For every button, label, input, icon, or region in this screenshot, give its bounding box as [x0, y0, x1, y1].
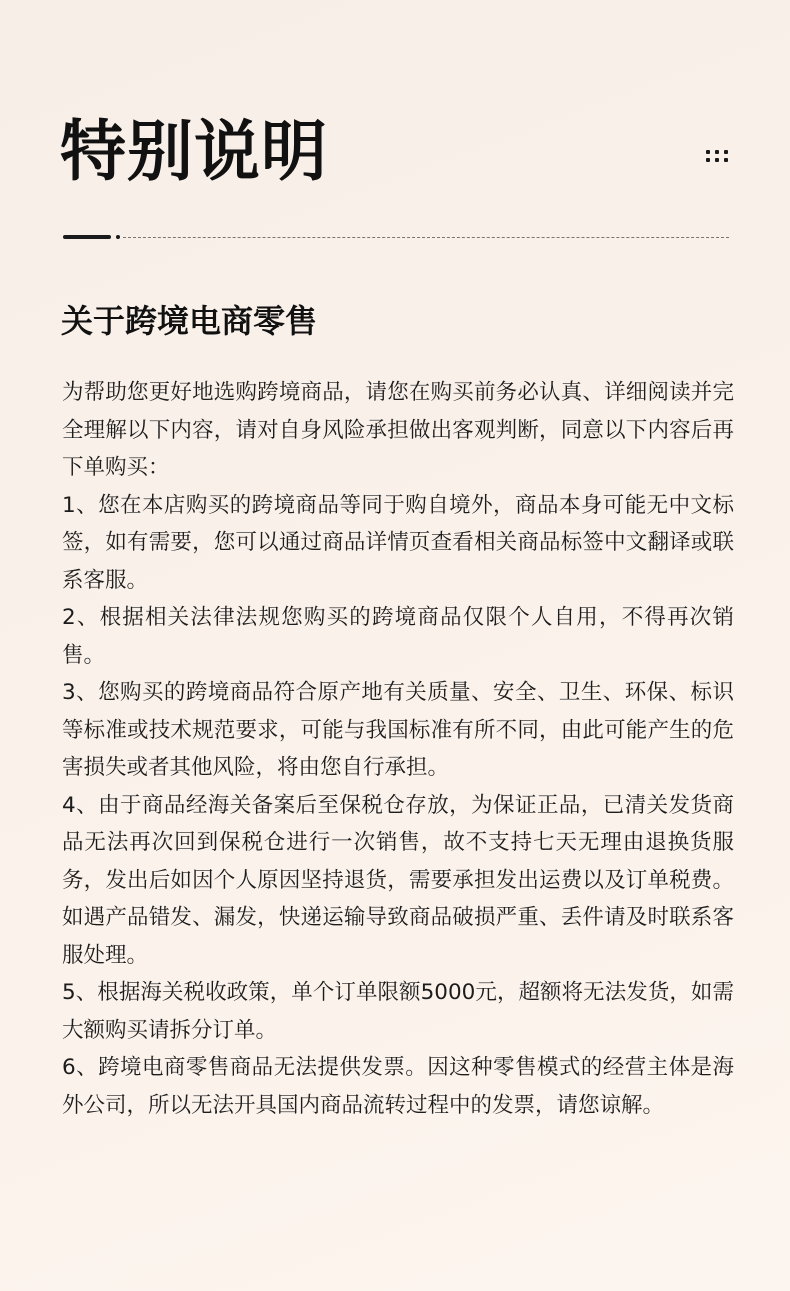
intro-paragraph: 为帮助您更好地选购跨境商品，请您在购买前务必认真、详细阅读并完全理解以下内容，请对自身风险承担做出客观判断，同意以下内容后再下单购买：	[62, 380, 734, 480]
divider-bar	[63, 235, 111, 239]
section-heading: 关于跨境电商零售	[61, 302, 318, 340]
divider-dot	[116, 235, 120, 239]
dot	[724, 158, 728, 162]
title-divider	[63, 234, 729, 240]
dot	[706, 158, 710, 162]
dot	[715, 158, 719, 162]
dot	[706, 150, 710, 154]
notice-item-1: 1、您在本店购买的跨境商品等同于购自境外，商品本身可能无中文标签，如有需要，您可以通过商品详情页查看相关商品标签中文翻译或联系客服。	[62, 492, 734, 593]
dot	[715, 150, 719, 154]
page-title: 特别说明	[60, 113, 328, 190]
notice-item-6: 6、跨境电商零售商品无法提供发票。因这种零售模式的经营主体是海外公司，所以无法开具国内商品流转过程中的发票，请您谅解。	[62, 1055, 734, 1118]
notice-item-4: 4、由于商品经海关备案后至保税仓存放，为保证正品，已清关发货商品无法再次回到保税仓进行一次销售，故不支持七天无理由退换货服务，发出后如因个人原因坚持退货，需要承担发出运费以及订单税费。如遇产品错发、漏发，快递运输导致商品破损严重、丢件请及时联系客服处理。	[62, 792, 734, 968]
notice-item-3: 3、您购买的跨境商品符合原产地有关质量、安全、卫生、环保、标识等标准或技术规范要求，可能与我国标准有所不同，由此可能产生的危害损失或者其他风险，将由您自行承担。	[62, 680, 734, 780]
notice-body	[62, 374, 734, 1124]
notice-item-2: 2、根据相关法律法规您购买的跨境商品仅限个人自用，不得再次销售。	[62, 605, 734, 668]
notice-item-5: 5、根据海关税收政策，单个订单限额5000元，超额将无法发货，如需大额购买请拆分订单。	[62, 980, 734, 1043]
divider-dashed-line	[123, 237, 729, 238]
dot	[724, 150, 728, 154]
more-dots-icon[interactable]	[706, 150, 732, 166]
